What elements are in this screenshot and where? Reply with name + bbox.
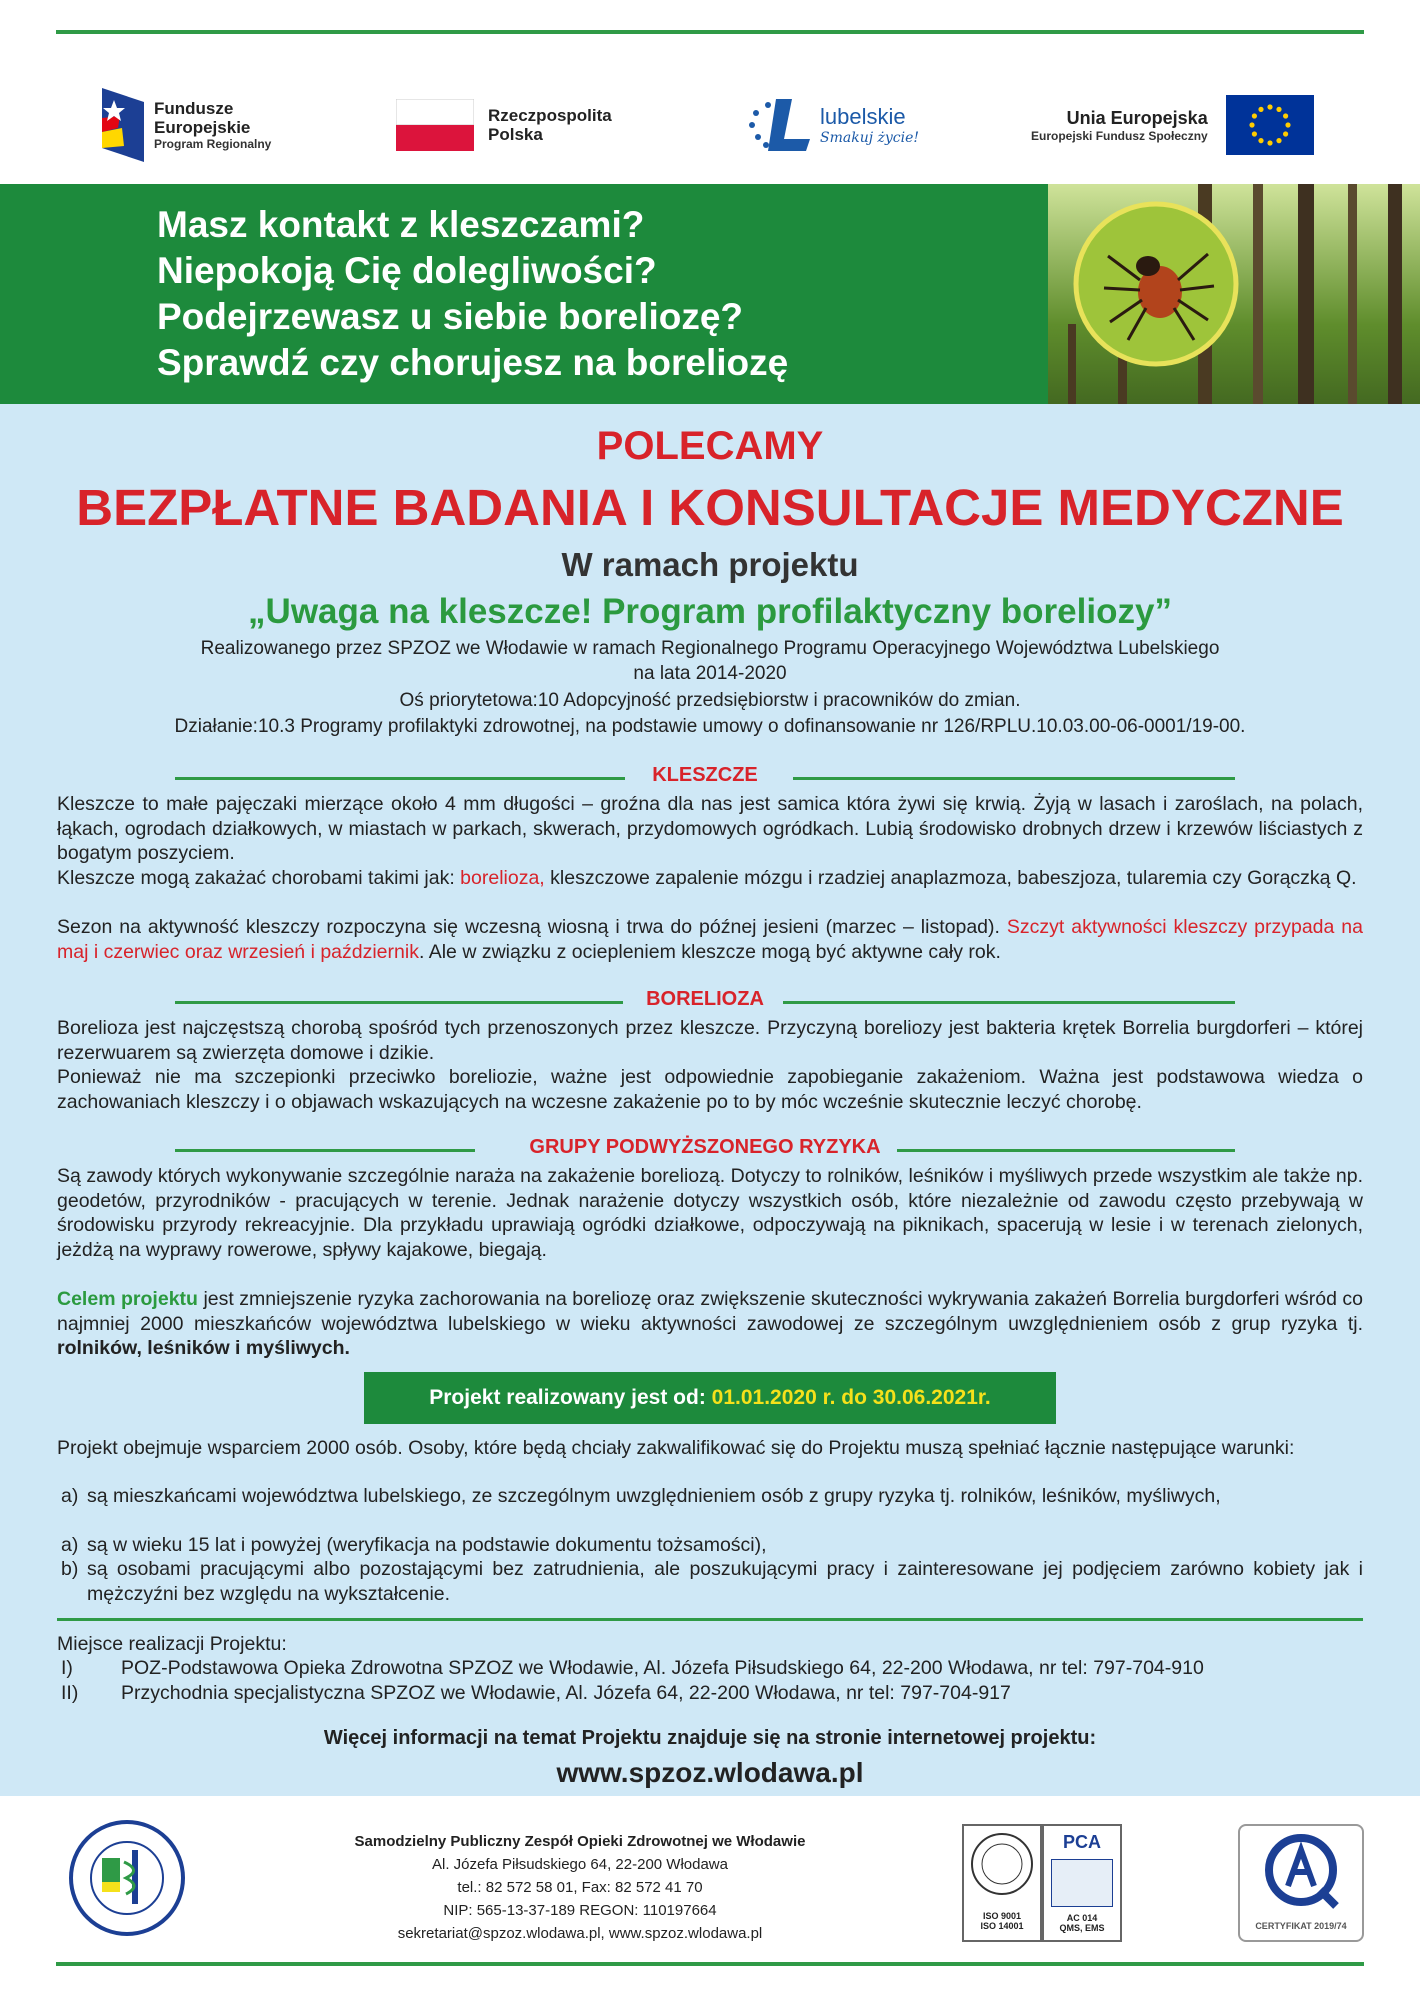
kleszcze-paragraph-3: Sezon na aktywność kleszczy rozpoczyna się wczesną wiosną i trwa do późnej jesieni (marzec – listopad). Szczyt aktywności kleszczy przypada na maj i czerwiec oraz wrzesień i październik. Ale w związku z ociepleniem kleszcze mogą być aktywne cały rok. [57, 916, 1363, 963]
fe-line3: Program Regionalny [154, 137, 272, 151]
ue-line2: Europejski Fundusz Społeczny [1031, 128, 1208, 143]
footer-nip: NIP: 565-13-37-189 REGON: 110197664 [443, 1902, 717, 1919]
hero-line-2: Niepokoją Cię dolegliwości? [157, 250, 657, 291]
iso-cert-badge [962, 1824, 1042, 1942]
lubelskie-icon [746, 95, 814, 155]
ac2: QMS, EMS [1059, 1923, 1105, 1933]
requirements-intro: Projekt obejmuje wsparciem 2000 osób. Osoby, które będą chciały zakwalifikować się do Projektu muszą spełniać łącznie następujące warunki: [57, 1437, 1295, 1459]
project-name: „Uwaga na kleszcze! Program profilaktyczny boreliozy” [248, 592, 1172, 631]
section-kleszcze-header [175, 764, 1235, 794]
rzeczpospolita-logo [396, 70, 612, 180]
hero-banner [0, 184, 1048, 404]
iso2: ISO 14001 [980, 1921, 1024, 1931]
pca-label: PCA [1062, 1832, 1101, 1852]
section-borelioza-header [175, 988, 1235, 1018]
fe-star-icon [94, 88, 144, 162]
lubelskie-logo [746, 70, 919, 180]
years-line: na lata 2014-2020 [633, 663, 787, 684]
fe-line1: Fundusze [154, 99, 234, 118]
iso1: ISO 9001 [982, 1911, 1022, 1921]
footer-org: Samodzielny Publiczny Zespół Opieki Zdrowotnej we Włodawie [354, 1833, 806, 1850]
cert-label: CERTYFIKAT 2019/74 [1255, 1921, 1347, 1931]
website-link[interactable]: www.spzoz.wlodawa.pl [556, 1757, 864, 1788]
priority-axis: Oś priorytetowa:10 Adopcyjność przedsiębiorstw i pracowników do zmian. [399, 690, 1021, 711]
pl-line1: Rzeczpospolita [488, 106, 612, 125]
w-ramach-heading: W ramach projektu [561, 546, 859, 583]
lub-line1: lubelskie [820, 104, 906, 129]
requirement-item: a) są w wieku 15 lat i powyżej (weryfikacja na podstawie dokumentu tożsamości), [61, 1534, 767, 1556]
polecamy-heading: POLECAMY [596, 424, 824, 468]
top-divider [56, 30, 1364, 34]
polish-flag-icon [396, 99, 474, 151]
hero-line-1: Masz kontakt z kleszczami? [157, 204, 645, 245]
unia-europejska-logo [1031, 70, 1314, 180]
borelioza-paragraph-2: Ponieważ nie ma szczepionki przeciwko boreliozie, ważne jest odpowiednie zapobieganie zakażeniom. Ważna jest podstawowa wiedza o zachowaniach kleszczy i o objawach wskazujących na wczesne zakażenie po to by móc wcześnie skutecznie leczyć chorobę. [57, 1066, 1363, 1113]
main-heading: BEZPŁATNE BADANIA I KONSULTACJE MEDYCZNE [76, 479, 1344, 536]
hero-line-3: Podejrzewasz u siebie boreliozę? [157, 296, 744, 337]
footer [0, 1796, 1420, 1962]
locations-divider [57, 1618, 1363, 1621]
fundusze-europejskie-logo [94, 70, 271, 180]
section-borelioza-title: BORELIOZA [646, 988, 764, 1010]
realizowanego-line: Realizowanego przez SPZOZ we Włodawie w ramach Regionalnego Programu Operacyjnego Województwa Lubelskiego [200, 638, 1220, 659]
ac1: AC 014 [1066, 1913, 1098, 1923]
pl-line2: Polska [488, 125, 543, 144]
borelioza-paragraph-1: Borelioza jest najczęstszą chorobą spośród tych przenoszonych przez kleszcze. Przyczyną boreliozy jest bakteria krętek Borrelia burgdorferi – której rezerwuarem są zwierzęta domowe i dzikie. [57, 1017, 1363, 1064]
location-item: II) Przychodnia specjalistyczna SPZOZ we Włodawie, Al. Józefa 64, 22-200 Włodawa, nr tel: 797-704-917 [61, 1682, 1011, 1704]
ue-line1: Unia Europejska [1066, 107, 1208, 128]
section-grupy-header [175, 1136, 1235, 1166]
project-dates-banner: Projekt realizowany jest od: 01.01.2020 r. do 30.06.2021r. [364, 1372, 1056, 1424]
iso-seal-icon [964, 1826, 1040, 1906]
more-info-text: Więcej informacji na temat Projektu znajduje się na stronie internetowej projektu: [323, 1727, 1097, 1749]
section-grupy-title: GRUPY PODWYŻSZONEGO RYZYKA [529, 1136, 881, 1158]
requirement-item: a) są mieszkańcami województwa lubelskiego, ze szczególnym uwzględnieniem osób z grupy ryzyka tj. rolników, leśników, myśliwych, [61, 1485, 1221, 1507]
hero-line-4: Sprawdź czy chorujesz na boreliozę [157, 342, 789, 383]
quality-cert-badge [1238, 1824, 1364, 1942]
pca-cert-badge [1042, 1824, 1122, 1942]
lub-line2: Smakuj życie! [820, 130, 920, 146]
kleszcze-paragraph-1: Kleszcze to małe pajęczaki mierzące około 4 mm długości – groźna dla nas jest samica która żywi się krwią. Żyją w lasach i zaroślach, na polach, łąkach, ogrodach działkowych, w miastach w parkach, skwerach, przydomowych ogródkach. Lubią środowisko drobnych drzew i krzewów liściastych z bogatym poszyciem. [57, 793, 1363, 864]
eu-flag-icon [1226, 95, 1314, 155]
kleszcze-paragraph-2: Kleszcze mogą zakażać chorobami takimi jak: borelioza, kleszczowe zapalenie mózgu i rzadziej anaplazmoza, babeszjoza, tularemia czy Gorączką Q. [57, 867, 1357, 889]
logos-bar [56, 70, 1364, 180]
locations-title: Miejsce realizacji Projektu: [57, 1633, 287, 1655]
celem-paragraph: Celem projektu jest zmniejszenie ryzyka zachorowania na boreliozę oraz zwiększenie skuteczności wykrywania zakażeń Borrelia burgdorferi wśród co najmniej 2000 mieszkańców województwa lubelskiego w wieku aktywności zawodowej ze szczególnym uwzględnieniem osób z grup ryzyka tj. rolników, leśników i myśliwych. [57, 1288, 1364, 1359]
section-kleszcze-title: KLESZCZE [652, 764, 758, 786]
footer-tel: tel.: 82 572 58 01, Fax: 82 572 41 70 [457, 1879, 703, 1896]
bottom-divider [56, 1962, 1364, 1966]
action-line: Działanie:10.3 Programy profilaktyki zdrowotnej, na podstawie umowy o dofinansowanie nr 126/RPLU.10.03.00-06-0001/19-00. [174, 716, 1246, 737]
quality-q-icon [1240, 1826, 1362, 1916]
fe-line2: Europejskie [154, 118, 251, 137]
spzoz-seal-icon [62, 1818, 192, 1938]
footer-address: Al. Józefa Piłsudskiego 64, 22-200 Włodawa [431, 1856, 728, 1873]
footer-email[interactable]: sekretariat@spzoz.wlodawa.pl, www.spzoz.wlodawa.pl [397, 1925, 763, 1942]
requirement-item: b) są osobami pracującymi albo pozostającymi bez zatrudnienia, ale poszukującymi pracy i zainteresowane jej podjęciem zarówno kobiety jak i mężczyźni bez względu na wykształcenie. [61, 1558, 1363, 1605]
grupy-paragraph: Są zawody których wykonywanie szczególnie naraża na zakażenie boreliozą. Dotyczy to rolników, leśników i myśliwych przede wszystkim ale także np. geodetów, przyrodników - pracujących w terenie. Jednak narażenie dotyczy wszystkich osób, które niezależnie od zawodu często przebywają w środowisku przyrody rekreacyjnie. Dla przykładu uprawiają ogródki działkowe, odpoczywają na piknikach, spacerują w lesie i w terenach zielonych, jeżdżą na wyprawy rowerowe, spływy kajakowe, biegają. [57, 1165, 1363, 1261]
location-item: I) POZ-Podstawowa Opieka Zdrowotna SPZOZ we Włodawie, Al. Józefa Piłsudskiego 64, 22-200 Włodawa, nr tel: 797-704-910 [61, 1657, 1204, 1679]
